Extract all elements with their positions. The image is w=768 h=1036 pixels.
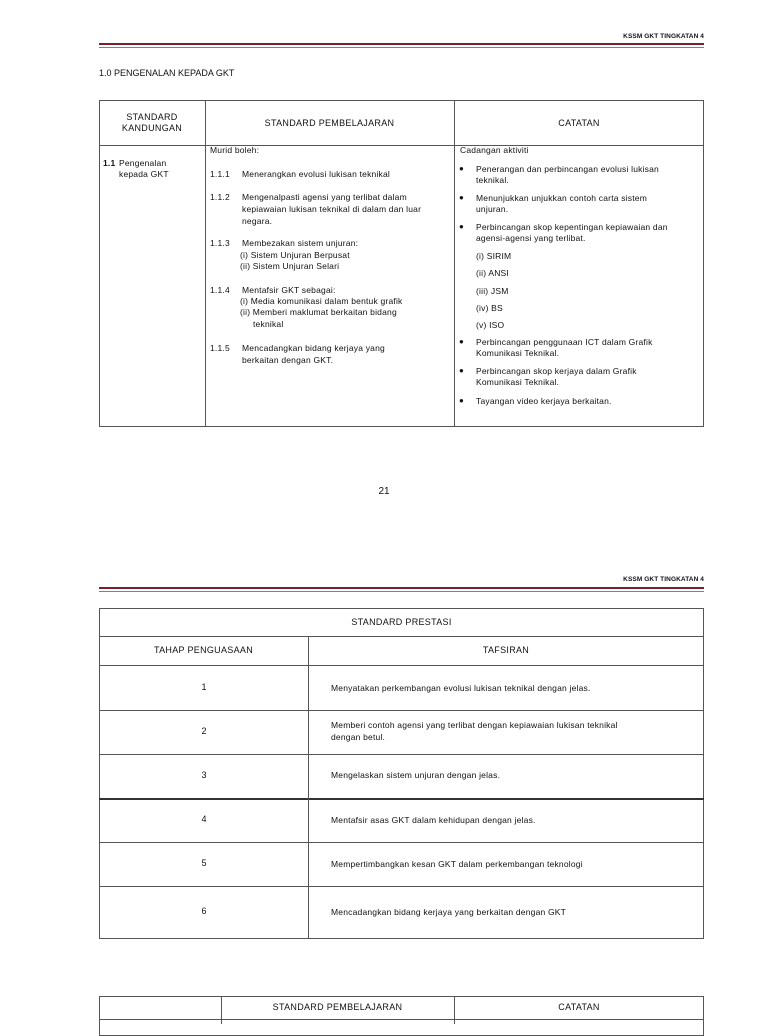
item-number: 1.1.4 [210, 285, 230, 295]
item-text: Mentafsir GKT sebagai: [242, 285, 336, 295]
pembelajaran-intro: Murid boleh: [210, 145, 260, 155]
table-kandungan [99, 100, 704, 427]
bullet-icon: ● [459, 164, 464, 173]
header-rule [99, 587, 704, 589]
catatan-item: Perbincangan skop kerjaya dalam Grafik [476, 366, 637, 376]
bullet-icon: ● [459, 337, 464, 346]
page-header: KSSM GKT TINGKATAN 4 [623, 576, 704, 583]
agency-item: (ii) ANSI [476, 268, 509, 278]
catatan-item: unjuran. [476, 204, 509, 214]
bullet-icon: ● [459, 366, 464, 375]
header-tahap: TAHAP PENGUASAAN [154, 645, 253, 655]
kandungan-line1: Pengenalan [119, 158, 167, 168]
item-text: Mencadangkan bidang kerjaya yang [242, 343, 385, 353]
tafsiran-text: Menyatakan perkembangan evolusi lukisan teknikal dengan jelas. [331, 683, 591, 693]
kandungan-number: 1.1 [103, 158, 116, 168]
catatan-item: Penerangan dan perbincangan evolusi lukisan [476, 164, 659, 174]
tahap-value: 3 [201, 770, 207, 780]
catatan-intro: Cadangan aktiviti [460, 145, 529, 155]
page-header: KSSM GKT TINGKATAN 4 [623, 33, 704, 40]
item-subtext: teknikal [253, 319, 284, 329]
section-title: 1.0 PENGENALAN KEPADA GKT [99, 68, 235, 78]
header-catatan: CATATAN [558, 1002, 600, 1012]
agency-item: (iii) JSM [476, 286, 509, 296]
item-number: 1.1.1 [210, 169, 230, 179]
header-standard-pembelajaran: STANDARD PEMBELAJARAN [264, 118, 395, 128]
header-standard-kandungan: STANDARD KANDUNGAN [121, 112, 183, 133]
catatan-item: teknikal. [476, 175, 509, 185]
item-text: kepiawaian lukisan teknikal di dalam dan luar [242, 204, 422, 214]
kandungan-line2: kepada GKT [119, 169, 169, 179]
page-number: 21 [378, 486, 390, 497]
item-subtext: (ii) Memberi maklumat berkaitan bidang [240, 307, 397, 317]
tafsiran-text: Memberi contoh agensi yang terlibat dengan kepiawaian lukisan teknikal [331, 720, 618, 730]
tafsiran-text: Mempertimbangkan kesan GKT dalam perkembangan teknologi [331, 859, 583, 869]
catatan-item: Tayangan video kerjaya berkaitan. [476, 396, 612, 406]
header-rule-thin [99, 591, 704, 592]
item-text: Membezakan sistem unjuran: [242, 238, 359, 248]
tafsiran-text: Mencadangkan bidang kerjaya yang berkaitan dengan GKT [331, 907, 567, 917]
header-tafsiran: TAFSIRAN [482, 645, 530, 655]
item-text: berkaitan dengan GKT. [242, 355, 334, 365]
item-subtext: (ii) Sistem Unjuran Selari [240, 261, 340, 271]
item-text: negara. [242, 216, 273, 226]
tahap-value: 2 [201, 726, 207, 736]
bullet-icon: ● [459, 193, 464, 202]
item-number: 1.1.5 [210, 343, 230, 353]
catatan-item: Menunjukkan unjukkan contoh carta sistem [476, 193, 648, 203]
item-text: Menerangkan evolusi lukisan teknikal [242, 169, 391, 179]
agency-item: (v) ISO [476, 320, 505, 330]
tahap-value: 5 [201, 858, 207, 868]
prestasi-title: STANDARD PRESTASI [351, 617, 452, 627]
item-subtext: (i) Sistem Unjuran Berpusat [240, 250, 350, 260]
header-rule-thin [99, 47, 704, 48]
catatan-item: Komunikasi Teknikal. [476, 348, 560, 358]
item-subtext: (i) Media komunikasi dalam bentuk grafik [240, 296, 403, 306]
catatan-item: Komunikasi Teknikal. [476, 377, 560, 387]
agency-item: (iv) BS [476, 303, 503, 313]
header-catatan: CATATAN [558, 118, 600, 128]
tahap-value: 1 [201, 682, 207, 692]
header-rule [99, 43, 704, 45]
tahap-value: 4 [201, 814, 207, 824]
agency-item: (i) SIRIM [476, 251, 512, 261]
catatan-item: Perbincangan skop kepentingan kepiawaian dan [476, 222, 668, 232]
item-number: 1.1.3 [210, 238, 230, 248]
catatan-item: agensi-agensi yang terlibat. [476, 233, 586, 243]
tafsiran-text: Mengelaskan sistem unjuran dengan jelas. [331, 770, 501, 780]
tafsiran-text: dengan betul. [331, 732, 386, 742]
item-text: Mengenalpasti agensi yang terlibat dalam [242, 192, 407, 202]
tafsiran-text: Mentafsir asas GKT dalam kehidupan dengan jelas. [331, 815, 536, 825]
tahap-value: 6 [201, 906, 207, 916]
item-number: 1.1.2 [210, 192, 230, 202]
header-standard-pembelajaran: STANDARD PEMBELAJARAN [272, 1002, 403, 1012]
catatan-item: Perbincangan penggunaan ICT dalam Grafik [476, 337, 653, 347]
bullet-icon: ● [459, 396, 464, 405]
bullet-icon: ● [459, 222, 464, 231]
